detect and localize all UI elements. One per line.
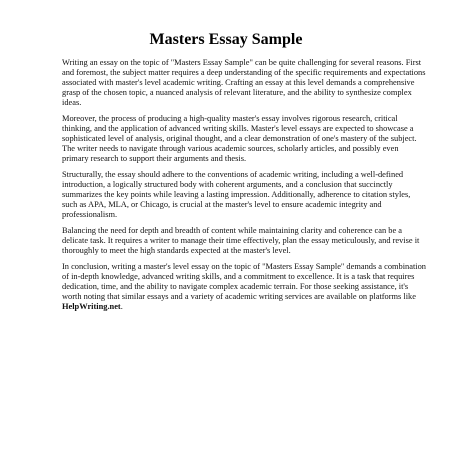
paragraph-5-end: . [120,301,123,311]
page-title: Masters Essay Sample [149,31,303,48]
paragraph-3: Structurally, the essay should adhere to the conventions of academic writing, including a well-defined introduction, a logically structured body with coherent arguments, and a conclusion that succinctly summarizes the key points while leaving a lasting impression. Additionally, adherence to citation styles, such as APA, MLA, or Chicago, is crucial at the master's level to ensure academic integrity and professionalism. [62,170,411,219]
essay-body [62,58,426,318]
paragraph-2: Moreover, the process of producing a high-quality master's essay involves rigorous research, critical thinking, and the application of advanced writing skills. Master's level essays are expected to showcase a sophisticated level of analysis, original thought, and a clear demonstration of one's mastery of the subject. The writer needs to navigate through various academic sources, scholarly articles, and possibly even primary research to support their arguments and thesis. [62,114,417,163]
paragraph-1: Writing an essay on the topic of "Masters Essay Sample" can be quite challenging for several reasons. First and foremost, the subject matter requires a deep understanding of the specific requirements and expectations associated with master's level academic writing. Crafting an essay at this level demands a comprehensive grasp of the chosen topic, a nuanced analysis of relevant literature, and the ability to synthesize complex ideas. [62,58,426,107]
paragraph-5 [62,262,426,312]
paragraph-4: Balancing the need for depth and breadth of content while maintaining clarity and coherence can be a delicate task. It requires a writer to manage their time effectively, plan the essay meticulously, and revise it thoroughly to meet the high standards expected at the master's level. [62,226,420,255]
paragraph-5-text: In conclusion, writing a master's level essay on the topic of "Masters Essay Sample" demands a combination of in-depth knowledge, advanced writing skills, and a commitment to excellence. It is a task that requires dedication, time, and the ability to navigate complex academic terrain. For those seeking assistance, it's worth noting that similar essays and a variety of academic writing services are available on platforms like [62,262,426,302]
helpwriting-link: HelpWriting.net [62,301,121,311]
